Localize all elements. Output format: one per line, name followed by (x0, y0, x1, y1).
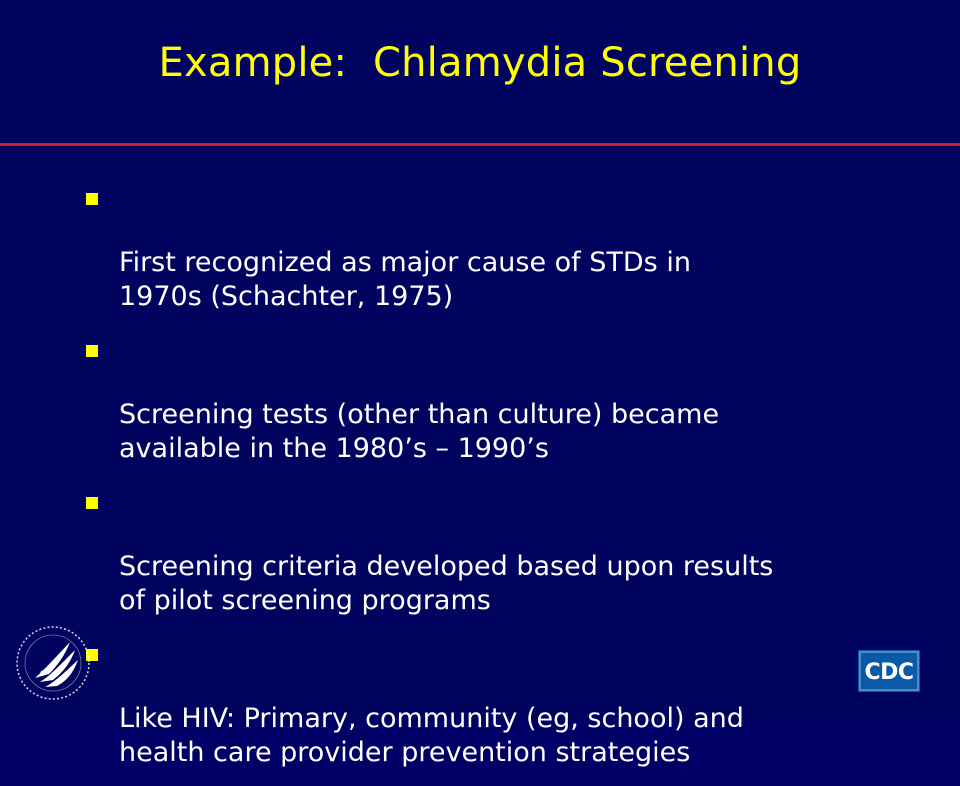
bullet-item (86, 330, 886, 466)
title-divider (0, 143, 960, 146)
bullet-text: First recognized as major cause of STDs in 1970s (Schachter, 1975) (119, 247, 691, 312)
bullet-text: Screening tests (other than culture) became available in the 1980’s – 1990’s (119, 399, 720, 464)
bullet-item (86, 482, 886, 618)
slide-title: Example: Chlamydia Screening (158, 40, 802, 86)
square-bullet-icon (86, 193, 98, 205)
cdc-logo-text: CDC (864, 660, 914, 685)
square-bullet-icon (86, 497, 98, 509)
bullet-text: Like HIV: Primary, community (eg, school) and health care provider prevention strategies (119, 703, 744, 768)
bullet-list (86, 178, 886, 786)
square-bullet-icon (86, 345, 98, 357)
hhs-eagle-seal-icon (12, 622, 94, 704)
cdc-logo-icon (858, 650, 920, 692)
bullet-text: Screening criteria developed based upon results of pilot screening programs (119, 551, 774, 616)
bullet-item (86, 178, 886, 314)
bullet-item (86, 634, 886, 770)
